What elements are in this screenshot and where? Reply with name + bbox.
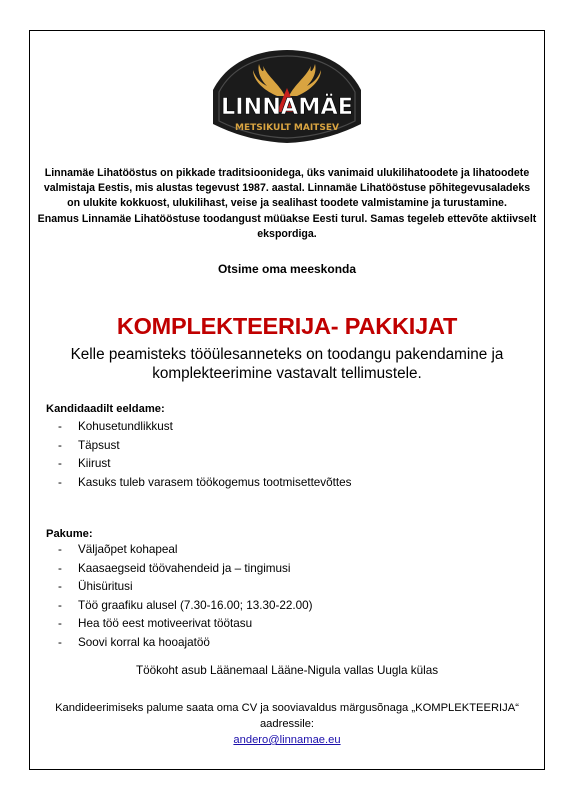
logo-slogan-text: METSIKULT MAITSEV (235, 123, 340, 133)
list-item: - Hea töö eest motiveerivat töötasu (58, 617, 253, 631)
list-item: - Kasuks tuleb varasem töökogemus tootmisettevõttes (58, 475, 352, 489)
intro-paragraph-2: Enamus Linnamäe Lihatööstuse toodangust müüakse Eesti turul. Samas tegeleb ettevõte aktiivselt ekspordiga. (37, 212, 537, 240)
intro-paragraph-1: Linnamäe Lihatööstus on pikkade traditsioonidega, üks vanimaid ulukilihatoodete ja lihatoodete valmistaja Eestis, mis alustas tegevust 1987. aastal. Linnamäe Lihatööstuse põhitegevusaladeks on ulukite kokkuost, ulukilihast, veise ja sealihast toodete valmistamine ja turustamine. (43, 167, 531, 210)
list-item: - Soovi korral ka hooajatöö (58, 635, 210, 649)
team-heading: Otsime oma meeskonda (217, 262, 357, 276)
job-location: Töökoht asub Läänemaal Lääne-Nigula vallas Uugla külas (135, 664, 439, 677)
job-description: Kelle peamisteks tööülesanneteks on toodangu pakendamine ja komplekteerimine vastavalt tellimustele. (70, 346, 504, 382)
requirements-heading: Kandidaadilt eeldame: (46, 403, 165, 415)
list-item-text: Ühisüritusi (78, 580, 133, 594)
list-item: - Täpsust (58, 438, 120, 452)
list-item-text: Kohusetundlikkust (78, 420, 173, 433)
email-link[interactable]: andero@linnamae.eu (233, 734, 341, 746)
list-item-text: Soovi korral ka hooajatöö (78, 635, 210, 649)
list-item: - Kaasaegseid töövahendeid ja – tingimusi (58, 561, 291, 575)
company-intro (36, 166, 538, 242)
linnamae-logo (207, 44, 367, 146)
apply-text: Kandideerimiseks palume saata oma CV ja sooviavaldus märgusõnaga „KOMPLEKTEERIJA“ aadressile: (55, 702, 519, 730)
list-item: - Töö graafiku alusel (7.30-16.00; 13.30-22.00) (58, 598, 313, 612)
offer-heading: Pakume: (46, 528, 93, 540)
list-item-text: Hea töö eest motiveerivat töötasu (78, 617, 253, 631)
list-item: - Kohusetundlikkust (58, 420, 173, 433)
offer-list (46, 541, 313, 653)
list-item-text: Kaasaegseid töövahendeid ja – tingimusi (78, 561, 291, 575)
list-item: - Ühisüritusi (58, 580, 133, 594)
list-item-text: Kiirust (78, 457, 111, 471)
job-title: KOMPLEKTEERIJA- PAKKIJAT (116, 313, 458, 339)
logo-brand-text: LINNAMÄE (221, 95, 352, 120)
list-item-text: Täpsust (78, 438, 120, 452)
list-item-text: Väljaõpet kohapeal (78, 543, 178, 556)
list-item-text: Kasuks tuleb varasem töökogemus tootmisettevõttes (78, 475, 352, 489)
requirements-list (46, 418, 352, 492)
list-item-text: Töö graafiku alusel (7.30-16.00; 13.30-22.00) (78, 598, 313, 612)
list-item: - Kiirust (58, 457, 111, 471)
apply-instructions (36, 700, 538, 748)
list-item: - Väljaõpet kohapeal (58, 543, 178, 556)
